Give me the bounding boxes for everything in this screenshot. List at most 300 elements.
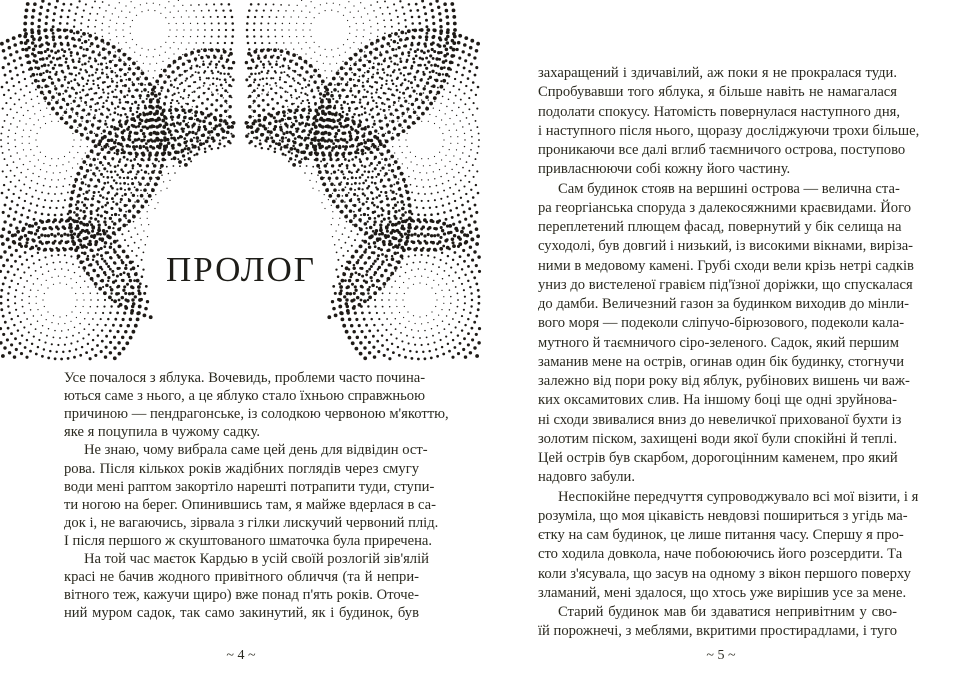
- ornament-dot: [295, 90, 297, 92]
- ornament-dot: [404, 306, 405, 307]
- ornament-dot: [383, 218, 386, 221]
- ornament-dot: [285, 48, 286, 49]
- ornament-dot: [92, 50, 95, 53]
- ornament-dot: [113, 111, 116, 114]
- ornament-dot: [1, 192, 4, 195]
- ornament-dot: [188, 60, 191, 63]
- ornament-dot: [229, 9, 232, 12]
- ornament-dot: [382, 36, 386, 40]
- ornament-dot: [447, 343, 449, 345]
- ornament-dot: [425, 25, 428, 28]
- ornament-dot: [142, 145, 145, 148]
- ornament-dot: [326, 124, 330, 128]
- ornament-dot: [58, 121, 59, 122]
- ornament-dot: [288, 4, 289, 5]
- ornament-dot: [400, 172, 404, 176]
- ornament-dot: [402, 116, 403, 117]
- ornament-dot: [300, 137, 303, 140]
- ornament-dot: [395, 318, 396, 319]
- ornament-dot: [96, 45, 100, 49]
- ornament-dot: [139, 164, 142, 167]
- ornament-dot: [469, 312, 471, 314]
- ornament-dot: [255, 136, 258, 139]
- ornament-dot: [119, 227, 121, 229]
- ornament-dot: [323, 63, 324, 64]
- ornament-dot: [353, 79, 355, 81]
- ornament-dot: [413, 170, 414, 171]
- ornament-dot: [289, 60, 292, 63]
- ornament-dot: [365, 227, 367, 229]
- ornament-dot: [353, 73, 356, 76]
- ornament-dot: [338, 164, 341, 167]
- ornament-dot: [368, 296, 372, 300]
- text-line: залежно від пори року від яблук, рубінових вишень чи важ-: [538, 373, 910, 389]
- ornament-dot: [331, 224, 332, 225]
- ornament-dot: [62, 351, 64, 353]
- ornament-dot: [13, 241, 16, 244]
- ornament-dot: [247, 16, 250, 19]
- ornament-dot: [470, 89, 472, 91]
- ornament-dot: [393, 230, 396, 233]
- ornament-dot: [368, 60, 371, 63]
- ornament-dot: [64, 323, 65, 324]
- ornament-dot: [27, 46, 30, 49]
- ornament-dot: [107, 92, 109, 94]
- ornament-dot: [6, 81, 9, 84]
- ornament-dot: [130, 192, 132, 194]
- ornament-dot: [142, 138, 145, 141]
- ornament-dot: [410, 233, 413, 236]
- ornament-dot: [299, 143, 302, 146]
- ornament-dot: [349, 89, 352, 92]
- ornament-dot: [98, 120, 101, 123]
- ornament-dot: [102, 36, 103, 37]
- ornament-dot: [253, 50, 257, 54]
- ornament-dot: [352, 298, 355, 301]
- ornament-dot: [107, 181, 109, 183]
- ornament-dot: [421, 179, 422, 180]
- ornament-dot: [348, 336, 352, 340]
- ornament-dot: [148, 111, 152, 115]
- ornament-dot: [326, 140, 329, 143]
- ornament-dot: [186, 10, 187, 11]
- ornament-dot: [174, 78, 177, 81]
- ornament-dot: [122, 145, 124, 147]
- ornament-dot: [197, 49, 201, 53]
- ornament-dot: [168, 64, 172, 68]
- ornament-dot: [131, 103, 133, 105]
- ornament-dot: [273, 3, 275, 5]
- ornament-dot: [248, 76, 250, 78]
- ornament-dot: [478, 133, 480, 135]
- ornament-dot: [34, 66, 37, 69]
- chapter-title: ПРОЛОГ: [166, 250, 316, 289]
- ornament-dot: [128, 132, 131, 135]
- ornament-dot: [385, 172, 388, 175]
- ornament-dot: [163, 80, 166, 83]
- ornament-dot: [225, 122, 229, 126]
- ornament-dot: [291, 103, 294, 106]
- ornament-dot: [370, 191, 373, 194]
- ornament-dot: [297, 151, 299, 153]
- ornament-dot: [460, 230, 464, 234]
- ornament-dot: [433, 50, 436, 53]
- ornament-dot: [374, 129, 377, 132]
- ornament-dot: [371, 181, 373, 183]
- ornament-dot: [442, 79, 446, 83]
- ornament-dot: [340, 66, 344, 70]
- ornament-dot: [345, 186, 347, 188]
- ornament-dot: [372, 170, 374, 172]
- ornament-dot: [445, 113, 446, 114]
- ornament-dot: [90, 65, 93, 68]
- ornament-dot: [101, 148, 105, 152]
- ornament-dot: [51, 99, 52, 100]
- ornament-dot: [117, 341, 120, 344]
- ornament-dot: [45, 123, 46, 124]
- ornament-dot: [470, 292, 472, 294]
- ornament-dot: [56, 92, 58, 94]
- ornament-dot: [210, 148, 212, 150]
- ornament-dot: [8, 245, 11, 248]
- ornament-dot: [283, 57, 286, 60]
- ornament-dot: [138, 83, 140, 85]
- ornament-dot: [305, 53, 306, 54]
- ornament-dot: [477, 86, 480, 89]
- ornament-dot: [203, 82, 205, 84]
- ornament-dot: [74, 78, 77, 81]
- ornament-dot: [225, 22, 227, 24]
- ornament-dot: [20, 41, 24, 45]
- ornament-dot: [300, 92, 302, 94]
- ornament-dot: [88, 334, 90, 336]
- ornament-dot: [114, 233, 116, 235]
- ornament-dot: [356, 23, 357, 24]
- ornament-dot: [169, 180, 170, 181]
- ornament-dot: [411, 191, 413, 193]
- text-line: їй порожнечі, з меблями, вкритими простирадлами, і туго: [538, 623, 897, 640]
- ornament-dot: [325, 49, 326, 50]
- ornament-dot: [323, 154, 325, 156]
- ornament-dot: [413, 76, 416, 79]
- ornament-dot: [386, 74, 389, 77]
- ornament-dot: [118, 245, 122, 249]
- ornament-dot: [370, 162, 373, 165]
- ornament-dot: [415, 225, 418, 228]
- ornament-dot: [416, 164, 417, 165]
- ornament-dot: [463, 43, 467, 47]
- ornament-dot: [432, 335, 434, 337]
- ornament-dot: [359, 160, 362, 163]
- ornament-dot: [437, 191, 439, 193]
- ornament-dot: [393, 3, 395, 5]
- text-line: коли з'ясувала, що засув на одному з вікон першого поверху: [538, 565, 911, 582]
- ornament-dot: [397, 121, 398, 122]
- ornament-dot: [109, 165, 111, 167]
- ornament-dot: [359, 119, 361, 121]
- ornament-dot: [16, 112, 18, 114]
- ornament-dot: [40, 152, 41, 153]
- text-line: подолати спокусу. Натомість повернулася наступного дня,: [538, 103, 900, 120]
- ornament-dot: [210, 48, 214, 52]
- ornament-dot: [390, 39, 392, 41]
- ornament-dot: [363, 318, 366, 321]
- ornament-dot: [457, 41, 461, 45]
- ornament-dot: [383, 354, 386, 357]
- ornament-dot: [381, 324, 383, 326]
- ornament-dot: [224, 89, 227, 92]
- ornament-dot: [436, 43, 439, 46]
- ornament-dot: [301, 11, 302, 12]
- ornament-dot: [260, 61, 262, 63]
- ornament-dot: [16, 167, 18, 169]
- ornament-dot: [131, 141, 134, 144]
- ornament-dot: [112, 146, 115, 149]
- ornament-dot: [18, 81, 20, 83]
- ornament-dot: [44, 234, 47, 237]
- ornament-dot: [104, 241, 107, 244]
- ornament-dot: [8, 89, 10, 91]
- ornament-dot: [13, 161, 15, 163]
- ornament-dot: [286, 74, 288, 76]
- ornament-dot: [431, 70, 434, 73]
- ornament-dot: [182, 130, 185, 133]
- ornament-dot: [391, 198, 393, 200]
- ornament-dot: [343, 176, 346, 179]
- ornament-dot: [206, 98, 209, 101]
- ornament-dot: [296, 36, 297, 37]
- ornament-dot: [292, 163, 296, 167]
- ornament-dot: [118, 214, 120, 216]
- ornament-dot: [138, 292, 142, 296]
- ornament-dot: [471, 338, 474, 341]
- ornament-dot: [81, 42, 83, 44]
- ornament-dot: [126, 224, 128, 226]
- ornament-dot: [381, 299, 383, 301]
- ornament-dot: [358, 324, 361, 327]
- ornament-dot: [77, 194, 81, 198]
- ornament-dot: [338, 70, 339, 71]
- ornament-dot: [380, 97, 382, 99]
- ornament-dot: [469, 245, 472, 248]
- ornament-dot: [131, 305, 134, 308]
- ornament-dot: [112, 119, 114, 121]
- ornament-dot: [70, 80, 72, 82]
- ornament-dot: [325, 10, 326, 11]
- ornament-dot: [367, 299, 369, 301]
- ornament-dot: [375, 91, 377, 93]
- ornament-dot: [313, 80, 316, 83]
- ornament-dot: [369, 151, 372, 154]
- ornament-dot: [17, 126, 18, 127]
- ornament-dot: [404, 78, 407, 81]
- ornament-dot: [74, 227, 77, 230]
- ornament-dot: [389, 306, 390, 307]
- ornament-dot: [411, 240, 414, 243]
- ornament-dot: [478, 146, 480, 148]
- ornament-dot: [220, 104, 223, 107]
- ornament-dot: [310, 75, 313, 78]
- ornament-dot: [477, 192, 480, 195]
- ornament-dot: [478, 302, 481, 305]
- ornament-dot: [148, 156, 150, 158]
- ornament-dot: [322, 184, 323, 185]
- ornament-dot: [84, 230, 87, 233]
- text-line: привласнюючи собі кожну його частину.: [538, 161, 791, 178]
- ornament-dot: [415, 3, 418, 6]
- ornament-dot: [198, 96, 201, 99]
- ornament-dot: [308, 108, 312, 112]
- ornament-dot: [328, 133, 331, 136]
- ornament-dot: [94, 26, 96, 28]
- ornament-dot: [139, 97, 141, 99]
- ornament-dot: [313, 74, 314, 75]
- ornament-dot: [117, 142, 120, 145]
- ornament-dot: [197, 29, 198, 30]
- ornament-dot: [418, 16, 421, 19]
- ornament-dot: [263, 116, 267, 120]
- ornament-dot: [412, 57, 415, 60]
- ornament-dot: [60, 234, 63, 237]
- ornament-dot: [185, 145, 188, 148]
- ornament-dot: [311, 23, 312, 24]
- ornament-dot: [14, 92, 16, 94]
- ornament-dot: [274, 127, 275, 128]
- ornament-dot: [470, 39, 474, 43]
- ornament-dot: [55, 71, 57, 73]
- ornament-dot: [88, 324, 90, 326]
- ornament-dot: [143, 198, 144, 199]
- ornament-dot: [110, 292, 112, 294]
- ornament-dot: [386, 42, 390, 46]
- ornament-dot: [226, 116, 227, 117]
- ornament-dot: [313, 69, 317, 73]
- ornament-dot: [79, 166, 83, 170]
- ornament-dot: [108, 26, 109, 27]
- ornament-dot: [92, 80, 94, 82]
- ornament-dot: [390, 61, 392, 63]
- ornament-dot: [424, 64, 427, 67]
- ornament-dot: [6, 164, 8, 166]
- ornament-dot: [155, 80, 159, 84]
- ornament-dot: [443, 211, 446, 214]
- ornament-dot: [185, 103, 187, 105]
- ornament-dot: [316, 164, 320, 168]
- ornament-dot: [178, 74, 181, 77]
- ornament-dot: [107, 318, 109, 320]
- ornament-dot: [285, 131, 288, 134]
- ornament-dot: [111, 176, 113, 178]
- ornament-dot: [132, 83, 135, 86]
- ornament-dot: [134, 52, 135, 53]
- ornament-dot: [54, 64, 57, 67]
- ornament-dot: [396, 337, 398, 339]
- ornament-dot: [97, 334, 99, 336]
- ornament-dot: [54, 51, 57, 54]
- ornament-dot: [338, 94, 341, 97]
- ornament-dot: [268, 16, 270, 18]
- ornament-dot: [364, 165, 367, 168]
- ornament-dot: [287, 127, 289, 129]
- ornament-dot: [441, 346, 443, 348]
- ornament-dot: [350, 87, 352, 89]
- ornament-dot: [394, 32, 398, 36]
- ornament-dot: [401, 82, 403, 84]
- ornament-dot: [103, 167, 106, 170]
- ornament-dot: [408, 203, 412, 207]
- ornament-dot: [148, 224, 149, 225]
- ornament-dot: [390, 88, 392, 90]
- ornament-dot: [194, 100, 195, 101]
- ornament-dot: [245, 78, 248, 81]
- ornament-dot: [421, 158, 422, 159]
- ornament-dot: [398, 239, 402, 243]
- ornament-dot: [390, 242, 393, 245]
- text-line: Усе почалося з яблука. Вочевидь, проблеми часто почина-: [64, 370, 426, 386]
- ornament-dot: [140, 119, 143, 122]
- ornament-dot: [80, 178, 82, 180]
- ornament-dot: [293, 10, 294, 11]
- ornament-dot: [54, 87, 57, 90]
- ornament-dot: [220, 57, 223, 60]
- ornament-dot: [97, 299, 99, 301]
- ornament-dot: [436, 242, 439, 245]
- ornament-dot: [318, 170, 322, 174]
- ornament-dot: [256, 122, 257, 123]
- ornament-dot: [137, 233, 139, 235]
- ornament-dot: [206, 141, 208, 143]
- ornament-dot: [66, 22, 69, 25]
- ornament-dot: [25, 241, 28, 244]
- text-line: І після першого ж скуштованого шматочка була приречена.: [64, 532, 433, 549]
- ornament-dot: [354, 53, 358, 57]
- ornament-dot: [409, 72, 411, 74]
- ornament-dot: [134, 295, 137, 298]
- ornament-dot: [83, 85, 85, 87]
- ornament-dot: [349, 26, 350, 27]
- ornament-dot: [384, 116, 387, 119]
- ornament-dot: [148, 10, 149, 11]
- ornament-dot: [454, 227, 458, 231]
- ornament-dot: [37, 85, 41, 89]
- ornament-dot: [408, 103, 409, 104]
- ornament-dot: [142, 125, 145, 128]
- ornament-dot: [410, 219, 414, 223]
- ornament-dot: [410, 184, 412, 186]
- ornament-dot: [278, 10, 280, 12]
- ornament-dot: [334, 113, 338, 117]
- ornament-dot: [197, 23, 198, 24]
- ornament-dot: [90, 306, 91, 307]
- ornament-dot: [140, 4, 141, 5]
- ornament-dot: [158, 170, 162, 174]
- ornament-dot: [110, 185, 113, 188]
- text-line: до дамби. Величезний газон за будинком виходив до мінли-: [538, 296, 910, 312]
- ornament-dot: [143, 135, 146, 138]
- ornament-dot: [98, 191, 100, 193]
- ornament-dot: [146, 165, 148, 167]
- ornament-dot: [376, 81, 379, 84]
- ornament-dot: [433, 96, 437, 100]
- ornament-dot: [31, 180, 33, 182]
- ornament-dot: [118, 58, 122, 62]
- ornament-dot: [95, 185, 98, 188]
- ornament-dot: [358, 201, 360, 203]
- ornament-dot: [101, 188, 104, 191]
- ornament-dot: [373, 63, 375, 65]
- ornament-dot: [113, 336, 116, 339]
- ornament-dot: [450, 2, 454, 6]
